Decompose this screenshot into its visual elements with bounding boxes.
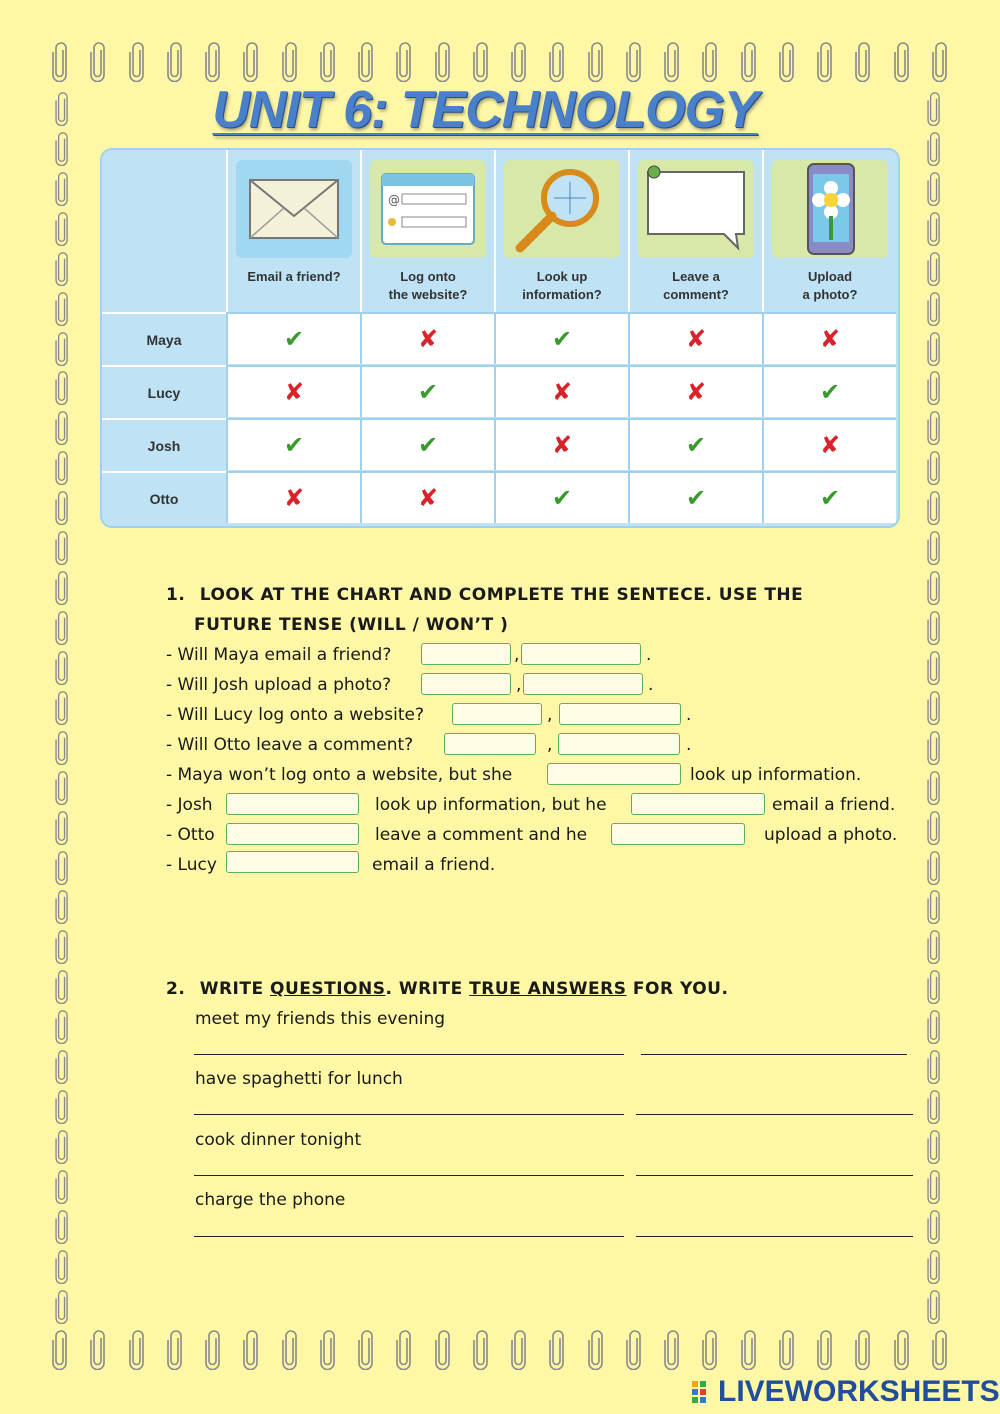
answer-write-line[interactable]	[636, 1114, 913, 1115]
paperclip-icon	[396, 1330, 412, 1370]
heading-text: WRITE	[199, 979, 271, 999]
paperclip-icon	[54, 1010, 70, 1044]
cross-mark: ✘	[762, 312, 896, 364]
speech-bubble-icon	[638, 160, 754, 258]
page-title: UNIT 6: TECHNOLOGY	[212, 81, 758, 139]
comma: ,	[547, 735, 553, 755]
prompt: meet my friends this evening	[195, 1009, 446, 1029]
paperclip-icon	[779, 1330, 795, 1370]
paperclip-icon	[320, 1330, 336, 1370]
paperclip-icon	[817, 42, 833, 82]
paperclip-icon	[926, 292, 942, 326]
paperclip-icon	[54, 691, 70, 725]
cross-mark: ✘	[494, 418, 628, 470]
row-name: Josh	[102, 418, 226, 470]
paperclip-icon	[54, 332, 70, 366]
answer-box[interactable]	[452, 703, 542, 725]
question-write-line[interactable]	[194, 1236, 624, 1237]
tick-mark: ✔	[494, 312, 628, 364]
cross-mark: ✘	[762, 418, 896, 470]
sentence-text: look up information.	[690, 765, 862, 785]
paperclip-icon	[54, 1130, 70, 1164]
question-write-line[interactable]	[194, 1114, 624, 1115]
heading-text: . WRITE	[385, 979, 470, 999]
prompt: charge the phone	[195, 1190, 346, 1210]
paperclip-icon	[167, 42, 183, 82]
paperclip-icon	[396, 42, 412, 82]
envelope-icon	[236, 160, 352, 258]
answer-box[interactable]	[611, 823, 745, 845]
paperclip-border-bottom	[52, 1330, 948, 1374]
column-email	[226, 150, 360, 312]
tick-mark: ✔	[226, 312, 360, 364]
answer-box[interactable]	[226, 793, 359, 815]
paperclip-icon	[894, 1330, 910, 1370]
column-label: Log onto the website?	[388, 269, 468, 302]
paperclip-icon	[54, 1250, 70, 1284]
answer-box[interactable]	[521, 643, 641, 665]
question-maya	[166, 640, 391, 670]
sentence-otto: - Otto	[166, 825, 215, 845]
cross-mark: ✘	[360, 471, 494, 523]
exercise-number: 2.	[166, 979, 186, 999]
tick-mark: ✔	[226, 418, 360, 470]
sentence-text: leave a comment and he	[375, 825, 588, 845]
paperclip-icon	[626, 1330, 642, 1370]
paperclip-icon	[90, 1330, 106, 1370]
row-name: Maya	[102, 312, 226, 364]
paperclip-icon	[54, 851, 70, 885]
paperclip-icon	[926, 571, 942, 605]
paperclip-icon	[54, 930, 70, 964]
sentence-text: email a friend.	[372, 855, 496, 875]
paperclip-icon	[435, 1330, 451, 1370]
svg-text:@: @	[388, 193, 400, 207]
comma: ,	[516, 675, 522, 695]
column-login	[360, 150, 494, 312]
sentence-josh: - Josh	[166, 795, 213, 815]
paperclip-icon	[54, 970, 70, 1004]
question-text: - Will Josh upload a photo?	[166, 675, 392, 695]
paperclip-icon	[129, 1330, 145, 1370]
paperclip-icon	[779, 42, 795, 82]
tick-mark: ✔	[762, 365, 896, 417]
table-row	[102, 365, 898, 417]
paperclip-icon	[54, 451, 70, 485]
paperclip-icon	[54, 531, 70, 565]
cross-mark: ✘	[226, 365, 360, 417]
paperclip-icon	[926, 491, 942, 525]
paperclip-icon	[932, 1330, 948, 1370]
paperclip-icon	[282, 1330, 298, 1370]
paperclip-icon	[926, 1090, 942, 1124]
answer-box[interactable]	[421, 673, 511, 695]
paperclip-icon	[358, 42, 374, 82]
period: .	[646, 645, 652, 665]
answer-box[interactable]	[444, 733, 536, 755]
technology-chart	[102, 150, 898, 526]
paperclip-icon	[511, 42, 527, 82]
paperclip-icon	[855, 1330, 871, 1370]
paperclip-icon	[54, 651, 70, 685]
sentence-text: upload a photo.	[764, 825, 898, 845]
question-text: - Will Otto leave a comment?	[166, 735, 414, 755]
paperclip-icon	[926, 611, 942, 645]
heading-line-1: LOOK AT THE CHART AND COMPLETE THE SENTECE. USE THE	[199, 585, 804, 605]
paperclip-icon	[926, 1010, 942, 1044]
paperclip-icon	[926, 930, 942, 964]
exercise-number: 1.	[166, 585, 186, 605]
paperclip-icon	[926, 1290, 942, 1324]
paperclip-icon	[926, 970, 942, 1004]
paperclip-icon	[549, 1330, 565, 1370]
comma: ,	[547, 705, 553, 725]
paperclip-icon	[932, 42, 948, 82]
paperclip-icon	[54, 1090, 70, 1124]
column-label: Upload a photo?	[802, 269, 858, 302]
heading-text: QUESTIONS	[270, 979, 386, 999]
tick-mark: ✔	[628, 418, 762, 470]
paperclip-icon	[54, 571, 70, 605]
paperclip-icon	[549, 42, 565, 82]
tick-mark: ✔	[762, 471, 896, 523]
paperclip-icon	[926, 332, 942, 366]
tick-mark: ✔	[360, 418, 494, 470]
paperclip-icon	[282, 42, 298, 82]
answer-box[interactable]	[523, 673, 643, 695]
answer-write-line[interactable]	[636, 1175, 913, 1176]
question-lucy	[166, 700, 424, 730]
paperclip-icon	[926, 651, 942, 685]
question-write-line[interactable]	[194, 1054, 624, 1055]
paperclip-icon	[741, 42, 757, 82]
paperclip-icon	[90, 42, 106, 82]
paperclip-border-left	[54, 92, 74, 1324]
answer-box[interactable]	[631, 793, 765, 815]
column-comment	[628, 150, 762, 312]
paperclip-icon	[702, 42, 718, 82]
comma: ,	[514, 645, 520, 665]
column-upload	[762, 150, 896, 312]
paperclip-icon	[511, 1330, 527, 1370]
question-text: - Will Maya email a friend?	[166, 645, 392, 665]
paperclip-icon	[664, 42, 680, 82]
paperclip-icon	[926, 531, 942, 565]
paperclip-icon	[54, 811, 70, 845]
answer-write-line[interactable]	[636, 1236, 913, 1237]
answer-box[interactable]	[226, 851, 359, 873]
exercise-2-heading	[166, 974, 728, 1004]
paperclip-icon	[129, 42, 145, 82]
paperclip-icon	[205, 1330, 221, 1370]
magnifier-icon	[504, 160, 620, 258]
cross-mark: ✘	[628, 365, 762, 417]
prompt: have spaghetti for lunch	[195, 1069, 403, 1089]
paperclip-icon	[588, 42, 604, 82]
paperclip-icon	[54, 1170, 70, 1204]
paperclip-icon	[54, 252, 70, 286]
paperclip-icon	[167, 1330, 183, 1370]
paperclip-icon	[54, 1050, 70, 1084]
paperclip-icon	[926, 451, 942, 485]
answer-box[interactable]	[558, 733, 680, 755]
paperclip-icon	[926, 890, 942, 924]
column-label: Look up information?	[522, 269, 602, 302]
column-lookup	[494, 150, 628, 312]
paperclip-icon	[926, 1250, 942, 1284]
table-row	[102, 471, 898, 523]
paperclip-icon	[54, 411, 70, 445]
paperclip-icon	[54, 1290, 70, 1324]
paperclip-icon	[54, 611, 70, 645]
paperclip-icon	[855, 42, 871, 82]
row-name: Lucy	[102, 365, 226, 417]
answer-box[interactable]	[559, 703, 681, 725]
paperclip-icon	[926, 411, 942, 445]
paperclip-icon	[741, 1330, 757, 1370]
table-row	[102, 312, 898, 364]
question-text: - Will Lucy log onto a website?	[166, 705, 424, 725]
cross-mark: ✘	[360, 312, 494, 364]
period: .	[686, 735, 692, 755]
exercise-1-heading	[166, 580, 803, 640]
cross-mark: ✘	[226, 471, 360, 523]
paperclip-icon	[702, 1330, 718, 1370]
paperclip-icon	[926, 172, 942, 206]
chart-header	[226, 150, 898, 312]
paperclip-icon	[626, 42, 642, 82]
paperclip-icon	[205, 42, 221, 82]
paperclip-icon	[664, 1330, 680, 1370]
paperclip-icon	[54, 491, 70, 525]
sentence-text: email a friend.	[772, 795, 896, 815]
paperclip-icon	[926, 1210, 942, 1244]
period: .	[686, 705, 692, 725]
cross-mark: ✘	[494, 365, 628, 417]
column-label: Email a friend?	[247, 269, 341, 284]
paperclip-icon	[243, 1330, 259, 1370]
paperclip-icon	[52, 1330, 68, 1370]
paperclip-icon	[54, 890, 70, 924]
paperclip-icon	[54, 371, 70, 405]
paperclip-icon	[52, 42, 68, 82]
paperclip-icon	[926, 1170, 942, 1204]
tick-mark: ✔	[628, 471, 762, 523]
brand-name: LIVEWORKSHEETS	[718, 1375, 1000, 1408]
paperclip-icon	[54, 172, 70, 206]
paperclip-icon	[894, 42, 910, 82]
paperclip-icon	[926, 771, 942, 805]
question-josh	[166, 670, 391, 700]
phone-photo-icon	[772, 160, 888, 258]
paperclip-icon	[817, 1330, 833, 1370]
heading-text: TRUE ANSWERS	[469, 979, 627, 999]
tick-mark: ✔	[494, 471, 628, 523]
tick-mark: ✔	[360, 365, 494, 417]
answer-box[interactable]	[547, 763, 681, 785]
sentence-lucy: - Lucy	[166, 855, 217, 875]
paperclip-icon	[54, 212, 70, 246]
paperclip-icon	[54, 731, 70, 765]
paperclip-border-right	[926, 92, 946, 1324]
paperclip-icon	[435, 42, 451, 82]
column-label: Leave a comment?	[663, 269, 729, 302]
paperclip-icon	[320, 42, 336, 82]
liveworksheets-icon	[692, 1379, 714, 1405]
paperclip-icon	[926, 371, 942, 405]
paperclip-icon	[926, 851, 942, 885]
paperclip-icon	[54, 292, 70, 326]
sentence-text: look up information, but he	[375, 795, 607, 815]
row-name: Otto	[102, 471, 226, 523]
cross-mark: ✘	[628, 312, 762, 364]
paperclip-icon	[54, 771, 70, 805]
paperclip-icon	[473, 42, 489, 82]
period: .	[648, 675, 654, 695]
login-form-icon	[370, 160, 486, 258]
answer-write-line[interactable]	[641, 1054, 907, 1055]
heading-line-2: FUTURE TENSE (WILL / WON’T )	[194, 615, 509, 635]
paperclip-icon	[926, 731, 942, 765]
liveworksheets-logo[interactable]	[692, 1372, 1000, 1412]
paperclip-icon	[358, 1330, 374, 1370]
table-row	[102, 418, 898, 470]
heading-text: FOR YOU.	[626, 979, 729, 999]
question-write-line[interactable]	[194, 1175, 624, 1176]
paperclip-icon	[926, 212, 942, 246]
answer-box[interactable]	[421, 643, 511, 665]
paperclip-icon	[243, 42, 259, 82]
paperclip-icon	[588, 1330, 604, 1370]
paperclip-icon	[926, 1130, 942, 1164]
paperclip-icon	[473, 1330, 489, 1370]
sentence-maya: - Maya won’t log onto a website, but she	[166, 765, 513, 785]
paperclip-icon	[926, 252, 942, 286]
answer-box[interactable]	[226, 823, 359, 845]
paperclip-icon	[926, 811, 942, 845]
question-otto	[166, 730, 413, 760]
paperclip-icon	[54, 1210, 70, 1244]
paperclip-icon	[926, 1050, 942, 1084]
prompt: cook dinner tonight	[195, 1130, 362, 1150]
paperclip-icon	[926, 691, 942, 725]
